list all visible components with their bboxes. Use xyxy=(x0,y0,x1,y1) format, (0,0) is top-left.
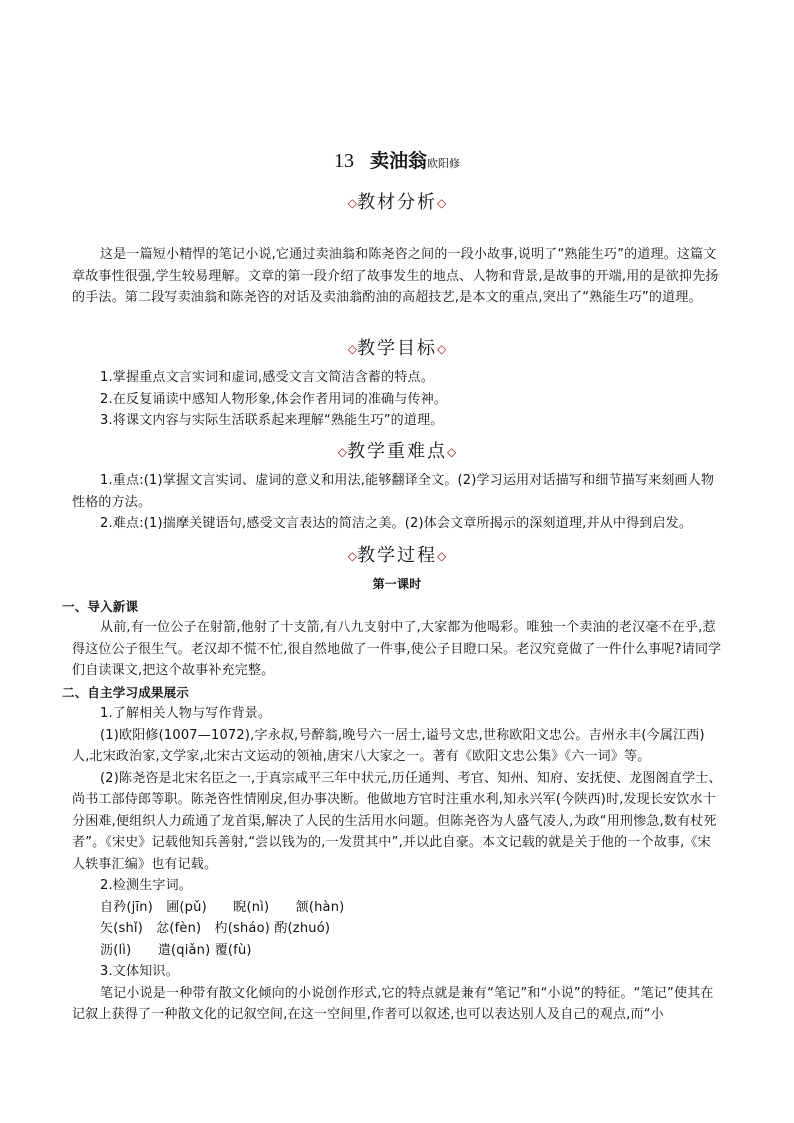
diamond-icon: ◇ xyxy=(447,445,457,459)
list-item: 1.掌握重点文言实词和虚词,感受文言文简洁含蓄的特点。 xyxy=(100,370,434,385)
item3-heading: 3.文体知识。 xyxy=(100,964,179,979)
diamond-icon: ◇ xyxy=(437,549,447,563)
item3-paragraph: 笔记小说是一种带有散文化倾向的小说创作形式,它的特点就是兼有“笔记”和“小说”的特征。“笔记”使其在记叙上获得了一种散文化的记叙空间,在这一空间里,作者可以叙述,也可以表达别人及自己的观点,而“小 xyxy=(72,985,714,1022)
lesson-title-text: 卖油翁 xyxy=(369,150,427,172)
diamond-icon: ◇ xyxy=(437,196,447,210)
lesson-number: 13 xyxy=(333,150,354,172)
keys-list xyxy=(72,470,722,535)
words-row-3: 沥(lì) 遣(qiǎn) 覆(fù) xyxy=(100,942,252,958)
diamond-icon: ◇ xyxy=(347,196,357,210)
author-name: 欧阳修 xyxy=(427,157,460,170)
section-heading-keys: ◇教学重难点◇ xyxy=(337,441,457,462)
diamond-icon: ◇ xyxy=(337,445,347,459)
section-heading-analysis: ◇教材分析◇ xyxy=(347,192,447,213)
part2-heading: 二、自主学习成果展示 xyxy=(62,684,190,700)
list-item: 2.难点:(1)揣摩关键语句,感受文言表达的简洁之美。(2)体会文章所揭示的深刻道理,并从中得到启发。 xyxy=(100,516,693,531)
part1-paragraph: 从前,有一位公子在射箭,他射了十支箭,有八九支射中了,大家都为他喝彩。唯独一个卖油的老汉毫不在乎,惹得这位公子很生气。老汉却不慌不忙,很自然地做了一件事,使公子目瞪口呆。老汉究竟做了一件什么事呢?请同学们自读课文,把这个故事补充完整。 xyxy=(72,620,722,678)
section-heading-goals: ◇教学目标◇ xyxy=(347,338,447,359)
section-heading-process: ◇教学过程◇ xyxy=(347,545,447,566)
words-row-1: 自矜(jīn) 圃(pǔ) 睨(nì) 颔(hàn) xyxy=(100,899,345,915)
list-item: 3.将课文内容与实际生活联系起来理解“熟能生巧”的道理。 xyxy=(100,413,444,428)
lesson-title xyxy=(0,146,794,173)
diamond-icon: ◇ xyxy=(347,549,357,563)
goals-list xyxy=(72,367,722,432)
analysis-paragraph: 这是一篇短小精悍的笔记小说,它通过卖油翁和陈尧咨之间的一段小故事,说明了“熟能生巧”的道理。这篇文章故事性很强,学生较易理解。文章的第一段介绍了故事发生的地点、人物和背景,是故事的开端,用的是欲抑先扬的手法。第二段写卖油翁和陈尧咨的对话及卖油翁酌油的高超技艺,是本文的重点,突出了“熟能生巧”的道理。 xyxy=(72,247,719,305)
item1-paragraph-b: (2)陈尧咨是北宋名臣之一,于真宗咸平三年中状元,历任通判、考官、知州、知府、安抚使、龙图阁直学士、尚书工部侍郎等职。陈尧咨性情刚戾,但办事决断。他做地方官时注重水利,知永兴军(今陕西)时,发现长安饮水十分困难,便组织人力疏通了龙首渠,解决了人民的生活用水问题。但陈尧咨为人盛气凌人,为政“用刑惨急,数有杖死者”。《宋史》记载他知兵善射,“尝以钱为的,一发贯其中”,并以此自豪。本文记载的就是关于他的一个故事,《宋人轶事汇编》也有记载。 xyxy=(72,770,722,872)
process-content xyxy=(62,574,722,1026)
diamond-icon: ◇ xyxy=(347,342,357,356)
part1-heading: 一、导入新课 xyxy=(62,598,139,614)
item2-heading: 2.检测生字词。 xyxy=(100,878,193,893)
lesson-period: 第一课时 xyxy=(372,577,422,591)
item1-paragraph-a: (1)欧阳修(1007—1072),字永叔,号醉翁,晚号六一居士,谥号文忠,世称欧阳文忠公。吉州永丰(今属江西)人,北宋政治家,文学家,北宋古文运动的领袖,唐宋八大家之一。著有《欧阳文忠公集》《六一词》等。 xyxy=(72,727,705,764)
item1-heading: 1.了解相关人物与写作背景。 xyxy=(100,706,272,721)
list-item: 2.在反复诵读中感知人物形象,体会作者用词的准确与传神。 xyxy=(100,391,448,407)
diamond-icon: ◇ xyxy=(437,342,447,356)
words-row-2: 矢(shǐ) 忿(fèn) 杓(sháo) 酌(zhuó) xyxy=(100,921,331,936)
list-item: 1.重点:(1)掌握文言实词、虚词的意义和用法,能够翻译全文。(2)学习运用对话描写和细节描写来刻画人物性格的方法。 xyxy=(72,473,715,510)
